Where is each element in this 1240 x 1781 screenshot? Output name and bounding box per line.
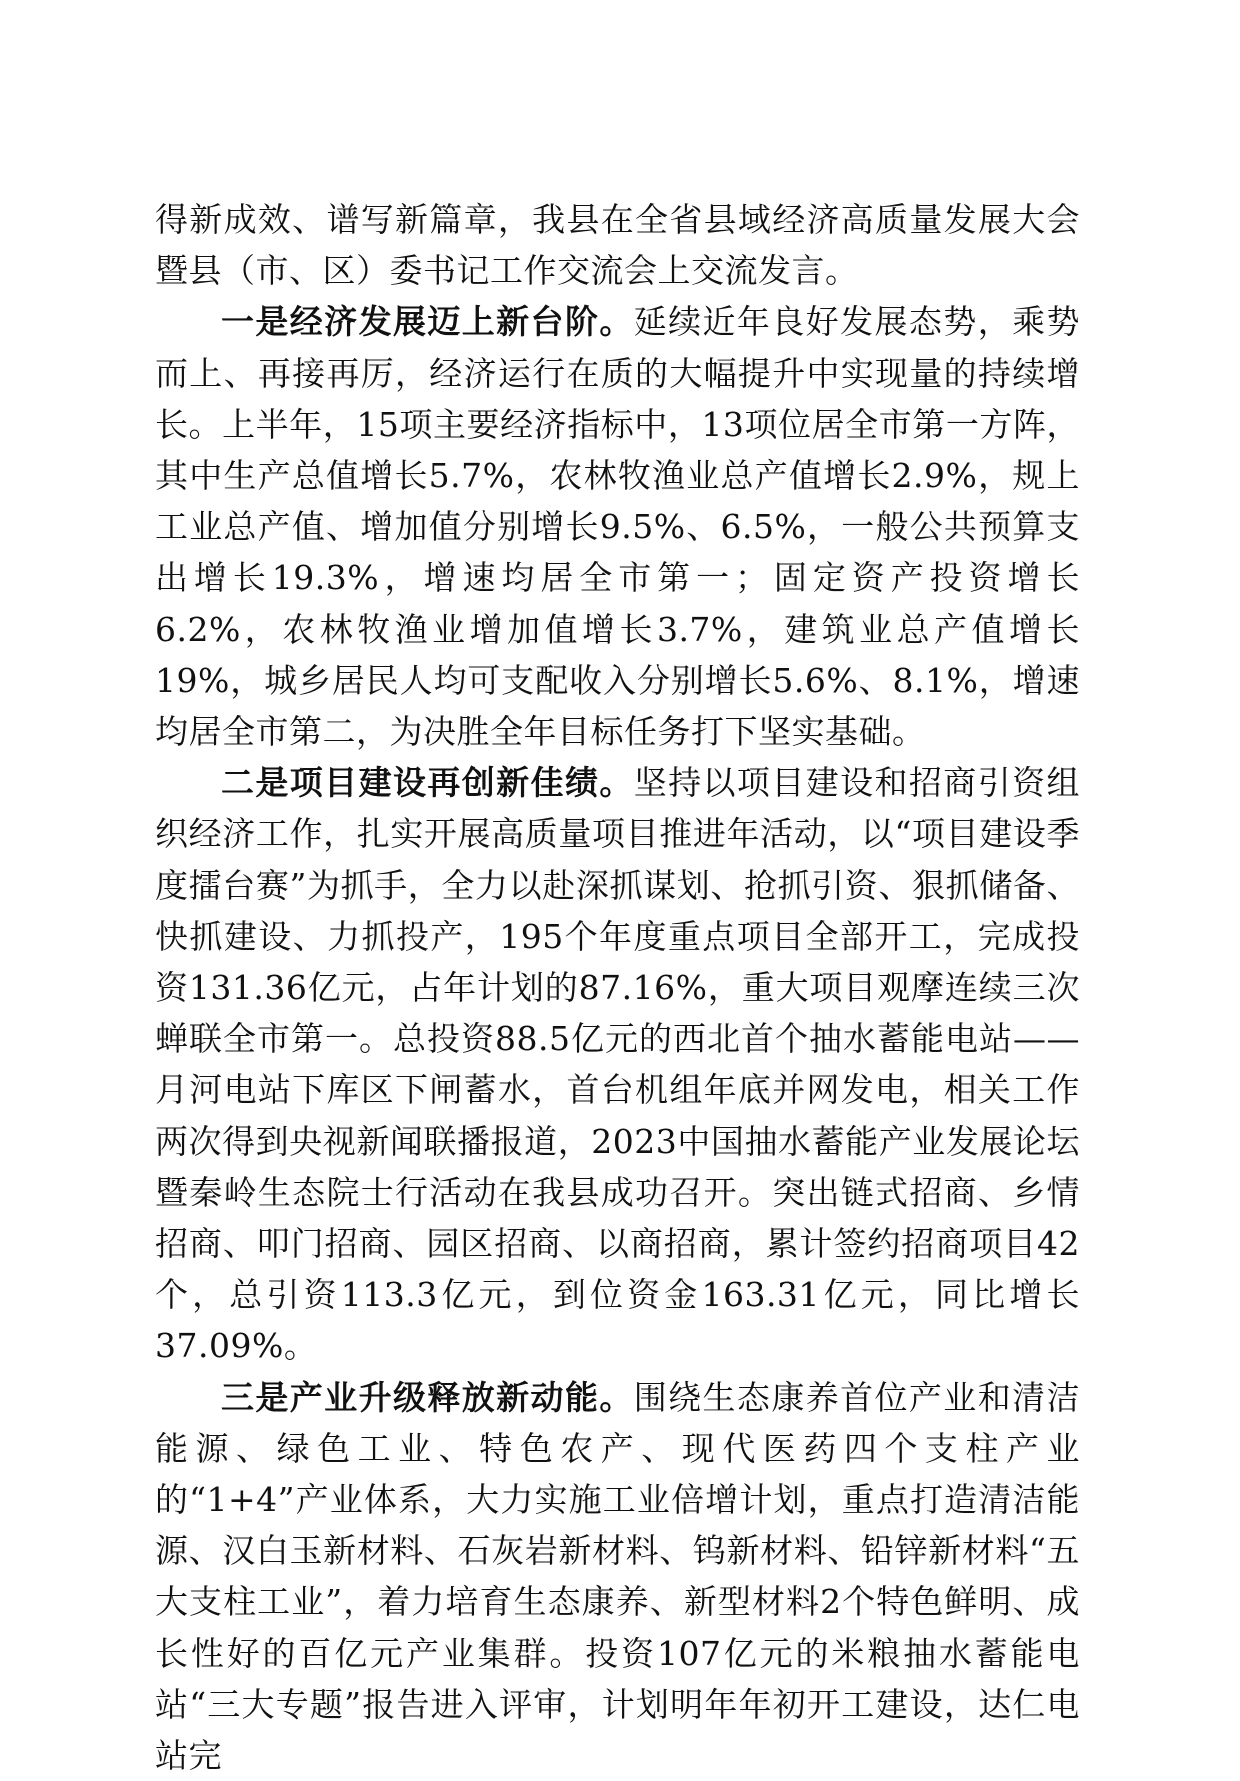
paragraph-intro-continuation: [155, 194, 1080, 296]
paragraph-text: 坚持以项目建设和招商引资组织经济工作，扎实开展高质量项目推进年活动，以“项目建设季度擂台赛”为抓手，全力以赴深抓谋划、抢抓引资、狠抓储备、快抓建设、力抓投产，195个年度重点项目全部开工，完成投资131.36亿元，占年计划的87.16%，重大项目观摩连续三次蝉联全市第一。总投资88.5亿元的西北首个抽水蓄能电站——月河电站下库区下闸蓄水，首台机组年底并网发电，相关工作两次得到央视新闻联播报道，2023中国抽水蓄能产业发展论坛暨秦岭生态院士行活动在我县成功召开。突出链式招商、乡情招商、叩门招商、园区招商、以商招商，累计签约招商项目42个，总引资113.3亿元，到位资金163.31亿元，同比增长37.09%。: [155, 763, 1081, 1366]
paragraph-economy: [155, 296, 1080, 757]
paragraph-projects: [155, 757, 1080, 1371]
body-text: [155, 194, 1080, 1781]
paragraph-heading: 二是项目建设再创新佳绩。: [221, 763, 634, 803]
paragraph-heading: 一是经济发展迈上新台阶。: [221, 302, 634, 342]
paragraph-heading: 三是产业升级释放新动能。: [221, 1377, 634, 1417]
paragraph-text: 围绕生态康养首位产业和清洁能源、绿色工业、特色农产、现代医药四个支柱产业的“1+4”产业体系，大力实施工业倍增计划，重点打造清洁能源、汉白玉新材料、石灰岩新材料、钨新材料、铅锌新材料“五大支柱工业”，着力培育生态康养、新型材料2个特色鲜明、成长性好的百亿元产业集群。投资107亿元的米粮抽水蓄能电站“三大专题”报告进入评审，计划明年年初开工建设，达仁电站完: [155, 1377, 1081, 1776]
paragraph-text: 得新成效、谱写新篇章，我县在全省县域经济高质量发展大会暨县（市、区）委书记工作交流会上交流发言。: [155, 200, 1080, 291]
paragraph-industry: [155, 1372, 1080, 1781]
paragraph-text: 延续近年良好发展态势，乘势而上、再接再厉，经济运行在质的大幅提升中实现量的持续增长。上半年，15项主要经济指标中，13项位居全市第一方阵，其中生产总值增长5.7%，农林牧渔业总产值增长2.9%，规上工业总产值、增加值分别增长9.5%、6.5%，一般公共预算支出增长19.3%，增速均居全市第一；固定资产投资增长6.2%，农林牧渔业增加值增长3.7%，建筑业总产值增长19%，城乡居民人均可支配收入分别增长5.6%、8.1%，增速均居全市第二，为决胜全年目标任务打下坚实基础。: [155, 302, 1081, 752]
